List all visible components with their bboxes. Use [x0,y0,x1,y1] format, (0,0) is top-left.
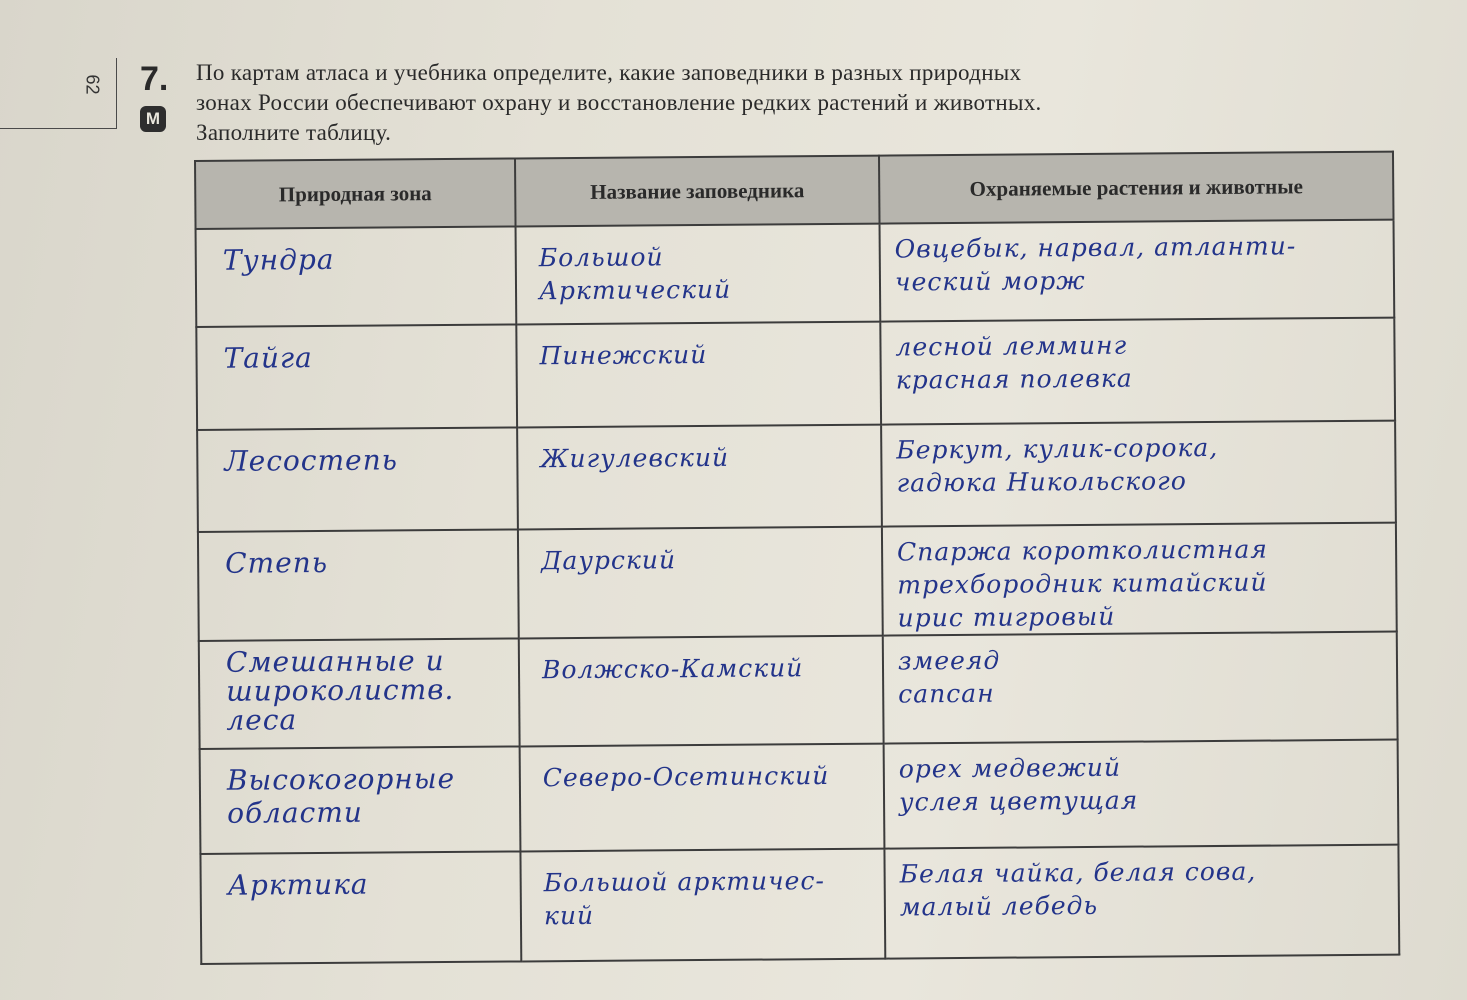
zone-cell [199,639,520,750]
reserve-cell [520,744,885,851]
header-reserve-name: Название заповедника [515,156,880,227]
species-cell [884,844,1399,958]
zone-text: Высокогорные области [226,762,456,831]
species-cell [881,420,1396,526]
task-number: 7. [140,60,169,98]
zone-cell [200,747,521,854]
table-row [199,632,1398,750]
reserve-text: Волжско-Камский [541,653,804,685]
reserve-text: Северо-Осетинский [542,761,830,793]
zone-cell [198,529,519,641]
zone-text: Степь [225,545,329,580]
reserve-cell [519,636,884,747]
reserve-cell [520,848,885,961]
page-number: 62 [82,74,103,95]
instruction-line: Заполните таблицу. [196,120,392,145]
reserves-table [194,151,1400,965]
species-cell [880,318,1395,424]
zone-cell [196,325,517,430]
table-row [200,844,1399,964]
reserve-cell [517,424,882,529]
species-text: лесной лемминг красная полевка [895,330,1133,395]
table-row [196,220,1395,328]
zone-text: Тайга [223,341,313,376]
metapredmet-badge-icon: М [140,106,166,132]
zone-cell [200,851,521,964]
reserve-text: Большой арктичес- кий [543,865,825,930]
task-instructions [196,58,1386,148]
zone-text: Тундра [222,242,335,277]
species-text: Овцебык, нарвал, атланти- ческий морж [894,231,1297,297]
reserves-table-container [194,151,1400,965]
reserve-cell [516,224,881,325]
species-cell [884,740,1399,848]
species-text: Белая чайка, белая сова, малый лебедь [899,856,1257,922]
reserve-text: Пинежский [539,340,708,371]
species-text: Беркут, кулик-сорока, гадюка Никольского [896,432,1219,498]
header-natural-zone: Природная зона [195,158,516,229]
zone-cell [196,226,517,327]
reserve-text: Жигулевский [540,442,730,473]
zone-cell [197,427,518,532]
table-header-row [195,152,1393,229]
reserve-cell [516,322,881,427]
reserve-text: Даурский [541,545,677,576]
zone-text: Арктика [227,867,369,902]
reserve-cell [518,526,883,638]
species-text: змееяд сапсан [897,645,1001,709]
reserve-text: Большой Арктический [538,242,732,306]
zone-text: Смешанные и широколиств. леса [225,644,455,737]
species-cell [880,220,1395,322]
table-row [200,740,1399,854]
species-cell [882,522,1397,635]
species-text: орех медвежий услея цветущая [898,753,1139,817]
table-row [198,522,1397,641]
table-row [196,318,1395,430]
species-text: Спаржа коротколистная трехбородник китайский ирис тигровый [896,534,1268,633]
table-row [197,420,1396,532]
species-cell [883,632,1398,744]
zone-text: Лесостепь [224,442,399,478]
instruction-line: зонах России обеспечивают охрану и восстановление редких растений и животных. [196,90,1042,115]
instruction-line: По картам атласа и учебника определите, какие заповедники в разных природных [196,60,1022,85]
header-protected-species: Охраняемые растения и животные [879,152,1394,224]
